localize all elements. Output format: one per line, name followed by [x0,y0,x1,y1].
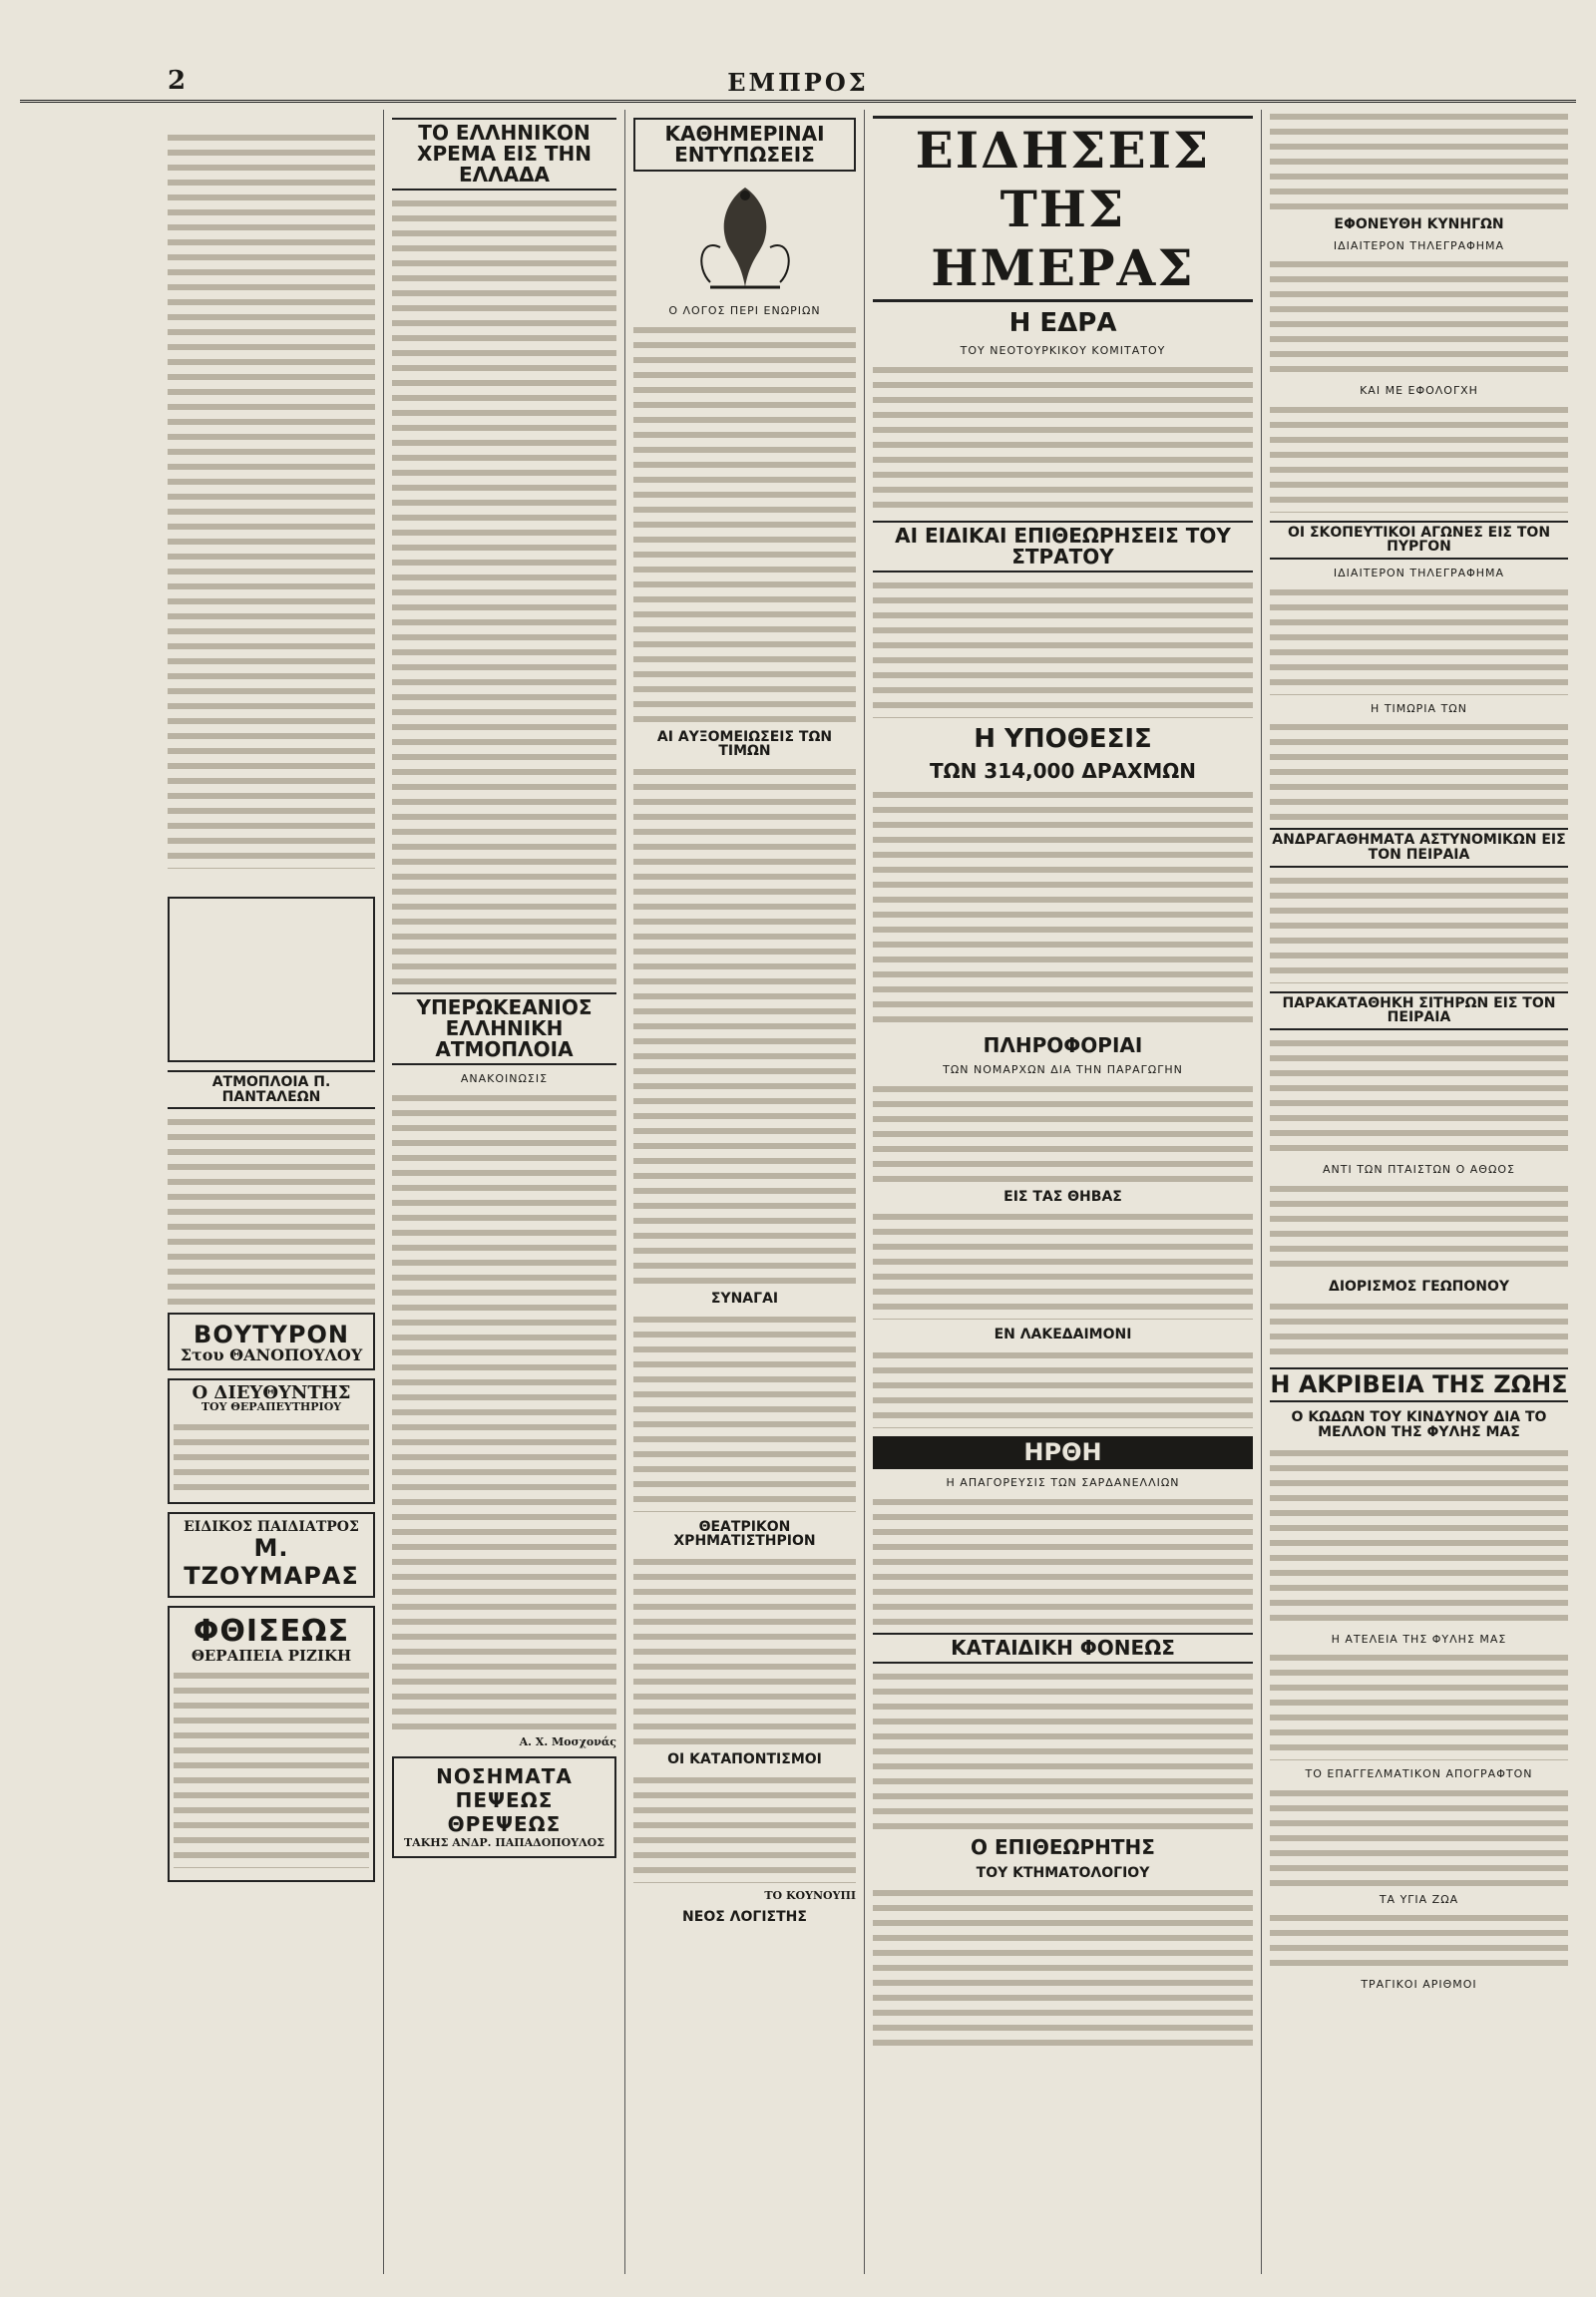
subheadline: ΤΟΥ ΝΕΟΤΟΥΡΚΙΚΟΥ ΚΟΜΙΤΑΤΟΥ [960,344,1166,358]
ad-title: Ο ΔΙΕΥΘΥΝΤΗΣ [192,1382,351,1404]
text-lines [174,1669,369,1868]
section-title: ΕΙΔΗΣΕΙΣ ΤΗΣ ΗΜΕΡΑΣ [873,116,1253,302]
headline: ΣΥΝΑΓΑΙ [710,1290,779,1307]
text-lines [633,765,856,1284]
text-lines [1270,403,1568,513]
peacock-illustration [690,178,800,297]
headline: ΟΙ ΣΚΟΠΕΥΤΙΚΟΙ ΑΓΩΝΕΣ ΕΙΣ ΤΟΝ ΠΥΡΓΟΝ [1270,521,1568,560]
advertisement-box [168,897,375,1062]
text-lines [873,1348,1253,1428]
headline: ΝΕΟΣ ΛΟΓΙΣΤΗΣ [682,1908,807,1925]
text-lines [1270,874,1568,983]
headline: ΕΙΣ ΤΑΣ ΘΗΒΑΣ [1003,1188,1122,1205]
text-lines [1270,257,1568,377]
text-lines [1270,110,1568,209]
text-lines [392,1091,616,1729]
subheadline: ΤΩΝ 314,000 ΔΡΑΧΜΩΝ [929,759,1197,784]
headline: ΚΑΘΗΜΕΡΙΝΑΙ ΕΝΤΥΠΩΣΕΙΣ [633,118,856,172]
subheadline: ΑΝΑΚΟΙΝΩΣΙΣ [460,1072,549,1085]
text-lines [392,196,616,984]
text-lines [633,1313,856,1512]
page-number: 2 [168,66,187,96]
butter-ad [168,1313,375,1370]
headline: ΑΝΔΡΑΓΑΘΗΜΑΤΑ ΑΣΤΥΝΟΜΙΚΩΝ ΕΙΣ ΤΟΝ ΠΕΙΡΑΙΑ [1270,828,1568,867]
subheadline: ΙΔΙΑΙΤΕΡΟΝ ΤΗΛΕΓΡΑΦΗΜΑ [1333,238,1505,252]
subheadline: ΙΔΙΑΙΤΕΡΟΝ ΤΗΛΕΓΡΑΦΗΜΑ [1333,567,1505,580]
text-block [168,110,375,125]
paper-name: ΕΜΠΡΟΣ [727,68,869,97]
text-lines [633,1555,856,1744]
subheadline: ΤΟΥ ΚΤΗΜΑΤΟΛΟΓΙΟΥ [976,1864,1150,1881]
text-lines [873,1210,1253,1320]
text-lines [174,1420,369,1490]
text-lines [873,363,1253,513]
ad-text: ΕΙΔΙΚΟΣ ΠΑΙΔΙΑΤΡΟΣ [184,1519,359,1536]
column-5 [1262,110,1576,2274]
headline: ΤΟ ΕΠΑΓΓΕΛΜΑΤΙΚΟΝ ΑΠΟΓΡΑΦΤΟΝ [1305,1767,1533,1781]
text-lines [1270,1036,1568,1156]
ad-text: ΘΕΡΑΠΕΙΑ ΡΙΖΙΚΗ [191,1647,352,1666]
text-lines [1270,1651,1568,1760]
text-lines [873,1886,1253,2046]
headline: ΑΝΤΙ ΤΩΝ ΠΤΑΙΣΤΩΝ Ο ΑΘΩΟΣ [1323,1163,1515,1176]
text-lines [873,1082,1253,1182]
tuberculosis-ad [168,1606,375,1882]
ad-text: Στου ΘΑΝΟΠΟΥΛΟΥ [180,1345,363,1365]
text-lines [873,1670,1253,1829]
ad-text: ΤΟΥ ΘΕΡΑΠΕΥΤΗΡΙΟΥ [200,1400,342,1414]
signature: ΤΟ ΚΟΥΝΟΥΠΙ [764,1888,856,1902]
headline: ΕΝ ΛΑΚΕΔΑΙΜΟΝΙ [994,1327,1132,1343]
subheadline: ΤΩΝ ΝΟΜΑΡΧΩΝ ΔΙΑ ΤΗΝ ΠΑΡΑΓΩΓΗΝ [943,1063,1183,1077]
headline: ΑΤΜΟΠΛΟΙΑ Π. ΠΑΝΤΑΛΕΩΝ [168,1070,375,1109]
signature: Α. Χ. Μοσχονάς [519,1734,616,1748]
headline: ΗΡΘΗ [873,1436,1253,1469]
text-lines [1270,1300,1568,1359]
headline: ΑΙ ΑΥΞΟΜΕΙΩΣΕΙΣ ΤΩΝ ΤΙΜΩΝ [656,728,833,760]
text-lines [1270,1786,1568,1886]
text-lines [633,1773,856,1883]
text-lines [1270,1446,1568,1626]
pediatrician-ad [168,1512,375,1598]
masthead [20,66,1576,103]
headline: ΥΠΕΡΩΚΕΑΝΙΟΣ ΕΛΛΗΝΙΚΗ ΑΤΜΟΠΛΟΙΑ [392,992,616,1065]
headline: ΤΑ ΥΓΙΑ ΖΩΑ [1379,1892,1459,1906]
ad-title: ΦΘΙΣΕΩΣ [193,1614,350,1650]
headline: ΘΕΑΤΡΙΚΟΝ ΧΡΗΜΑΤΙΣΤΗΡΙΟΝ [673,1518,816,1550]
headline: ΕΦΟΝΕΥΘΗ ΚΥΝΗΓΩΝ [1334,216,1504,232]
column-4 [865,110,1262,2274]
text-lines [1270,720,1568,820]
headline: ΤΟ ΕΛΛΗΝΙΚΟΝ ΧΡΕΜΑ ΕΙΣ ΤΗΝ ΕΛΛΑΔΑ [392,118,616,191]
clinic-ad [168,1378,375,1504]
column-2 [384,110,625,2274]
subheadline: Ο ΛΟΓΟΣ ΠΕΡΙ ΕΝΩΡΙΩΝ [668,304,821,317]
ad-text: ΤΑΚΗΣ ΑΝΔΡ. ΠΑΠΑΔΟΠΟΥΛΟΣ [403,1835,604,1849]
headline: ΠΛΗΡΟΦΟΡΙΑΙ [983,1033,1143,1058]
text-lines [168,131,375,869]
headline: ΚΑΤΑΙΔΙΚΗ ΦΟΝΕΩΣ [873,1633,1253,1664]
text-lines [1270,1911,1568,1971]
ad-title: Μ. ΤΖΟΥΜΑΡΑΣ [184,1534,359,1591]
digestion-ad [392,1756,616,1858]
subheadline: Ο ΚΩΔΩΝ ΤΟΥ ΚΙΝΔΥΝΟΥ ΔΙΑ ΤΟ ΜΕΛΛΟΝ ΤΗΣ ΦΥΛΗΣ ΜΑΣ [1291,1409,1547,1441]
headline: ΠΑΡΑΚΑΤΑΘΗΚΗ ΣΙΤΗΡΩΝ ΕΙΣ ΤΟΝ ΠΕΙΡΑΙΑ [1270,991,1568,1030]
headline: Ο ΕΠΙΘΕΩΡΗΤΗΣ [971,1834,1155,1859]
subheadline: Η ΑΠΑΓΟΡΕΥΣΙΣ ΤΩΝ ΣΑΡΔΑΝΕΛΛΙΩΝ [946,1476,1180,1490]
headline: ΑΙ ΕΙΔΙΚΑΙ ΕΠΙΘΕΩΡΗΣΕΙΣ ΤΟΥ ΣΤΡΑΤΟΥ [873,521,1253,573]
headline: Η ΕΔΡΑ [1008,308,1117,338]
column-3 [625,110,865,2274]
text-lines [1270,585,1568,695]
headline: Η ΤΙΜΩΡΙΑ ΤΩΝ [1371,701,1467,715]
headline: ΚΑΙ ΜΕ ΕΦΟΛΟΓΧΗ [1360,384,1478,398]
text-lines [873,788,1253,1027]
ad-title: ΒΟΥΤΥΡΟΝ [194,1321,349,1349]
text-block [168,131,375,889]
text-lines [1270,1182,1568,1272]
headline: Η ΑΤΕΛΕΙΑ ΤΗΣ ΦΥΛΗΣ ΜΑΣ [1331,1632,1507,1646]
text-lines [873,578,1253,718]
headline: ΔΙΟΡΙΣΜΟΣ ΓΕΩΠΟΝΟΥ [1328,1278,1509,1295]
text-lines [873,1495,1253,1625]
ad-title: ΝΟΣΗΜΑΤΑ ΠΕΨΕΩΣ ΘΡΕΨΕΩΣ [436,1763,573,1836]
text-lines [633,323,856,722]
column-1 [160,110,384,2274]
headline: Η ΑΚΡΙΒΕΙΑ ΤΗΣ ΖΩΗΣ [1270,1367,1568,1402]
headline: ΤΡΑΓΙΚΟΙ ΑΡΙΘΜΟΙ [1361,1978,1477,1992]
text-lines [168,1115,375,1305]
headline: Η ΥΠΟΘΕΣΙΣ [974,723,1152,754]
headline: ΟΙ ΚΑΤΑΠΟΝΤΙΣΜΟΙ [667,1750,822,1767]
